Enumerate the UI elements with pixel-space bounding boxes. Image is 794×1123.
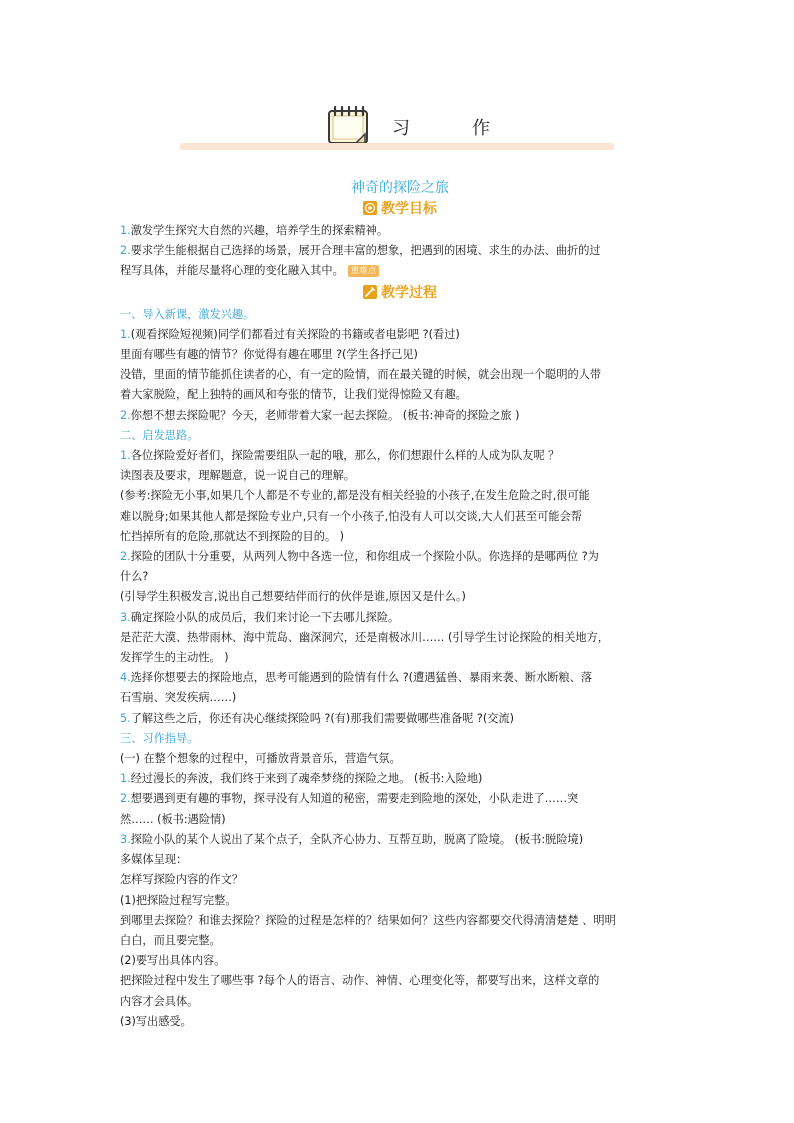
item-num: 2. bbox=[120, 408, 131, 422]
item-text: 选择你想要去的探险地点，思考可能遇到的险情有什么 ?(遭遇猛兽、暴雨来袭、断水断粮、落 bbox=[130, 671, 593, 685]
header-title: 习 作 bbox=[392, 118, 512, 139]
part2-title: 二、启发思路。 bbox=[120, 428, 199, 442]
item-text: (观看探险短视频)同学们都看过有关探险的书籍或者电影吧 ?(看过) bbox=[130, 327, 460, 341]
goals-heading-text: 教学目标 bbox=[381, 201, 437, 217]
part3-item-2 bbox=[120, 789, 680, 809]
text-line: 读图表及要求，理解题意，说一说自己的理解。 bbox=[120, 469, 355, 483]
item-text: 想要遇到更有趣的事物，探寻没有人知道的秘密，需要走到险地的深处，小队走进了……突 bbox=[130, 792, 579, 806]
text-line: 内容才会具体。 bbox=[120, 994, 199, 1008]
part3-item-1 bbox=[120, 769, 680, 789]
text-line: 怎样写探险内容的作文？ bbox=[120, 873, 244, 887]
part2-item-4 bbox=[120, 668, 680, 688]
notebook-icon bbox=[326, 106, 372, 146]
part1-item-1 bbox=[120, 325, 680, 345]
goal-num: 1. bbox=[120, 224, 131, 237]
text-line: 什么? bbox=[120, 570, 149, 584]
item-num: 1. bbox=[120, 449, 131, 463]
part1-item-2 bbox=[120, 406, 680, 426]
part2-item-3 bbox=[120, 608, 680, 628]
item-num: 1. bbox=[120, 772, 131, 786]
item-num: 3. bbox=[120, 832, 131, 846]
text-line: 没错，里面的情节能抓住读者的心，有一定的险情，而在最关键的时候，就会出现一个聪明的人带 bbox=[120, 368, 602, 382]
lesson-title: 神奇的探险之旅 bbox=[351, 180, 449, 196]
text-line: 发挥学生的主动性。 ) bbox=[120, 651, 229, 665]
key-point-badge: 重难点 bbox=[348, 265, 380, 277]
item-text: 了解这些之后，你还有决心继续探险吗 ?(有)那我们需要做哪些准备呢 ?(交流) bbox=[130, 711, 514, 725]
text-line: 难以脱身;如果其他人都是探险专业户,只有一个小孩子,怕没有人可以交谈,大人们甚至可能会帮 bbox=[120, 509, 582, 523]
item-text: 探险的团队十分重要，从两列人物中各选一位，和你组成一个探险小队。你选择的是哪两位 ?为 bbox=[130, 550, 599, 564]
text-line: 白白，而且要完整。 bbox=[120, 933, 221, 947]
text-line: (引导学生积极发言,说出自己想要结伴而行的伙伴是谁,原因又是什么。) bbox=[120, 590, 466, 604]
text-line: 里面有哪些有趣的情节？你觉得有趣在哪里 ?(学生各抒己见) bbox=[120, 348, 418, 362]
item-text: 经过漫长的奔波，我们终于来到了魂牵梦绕的探险之地。 (板书:入险地) bbox=[130, 772, 483, 786]
page bbox=[120, 100, 680, 1032]
item-text: 你想不想去探险呢？今天，老师带着大家一起去探险。 (板书:神奇的探险之旅 ) bbox=[130, 408, 520, 422]
part1-title: 一、导入新课，激发兴趣。 bbox=[120, 307, 255, 321]
text-line: (一) 在整个想象的过程中，可播放背景音乐，营造气氛。 bbox=[120, 752, 401, 766]
header bbox=[120, 100, 680, 160]
text-line: 然…… (板书:遇险情) bbox=[120, 812, 226, 826]
item-num: 2. bbox=[120, 550, 131, 564]
part2-item-2 bbox=[120, 547, 680, 567]
pen-icon bbox=[363, 285, 377, 299]
goal-text: 要求学生能根据自己选择的场景，展开合理丰富的想象，把遇到的困境、求生的办法、曲折的过 bbox=[130, 244, 601, 258]
goal-item-2 bbox=[120, 241, 680, 261]
text-line: 是茫茫大漠、热带雨林、海中荒岛、幽深洞穴，还是南极冰川…… (引导学生讨论探险的相关地方， bbox=[120, 630, 609, 644]
part2-item-1 bbox=[120, 446, 680, 466]
item-text: 确定探险小队的成员后，我们来讨论一下去哪儿探险。 bbox=[130, 610, 400, 624]
goal-num: 2. bbox=[120, 244, 131, 258]
text-line: 着大家脱险，配上独特的画风和夸张的情节，让我们觉得惊险又有趣。 bbox=[120, 388, 467, 402]
text-line: (3)写出感受。 bbox=[120, 1014, 192, 1028]
goal-item-2-cont bbox=[120, 261, 680, 281]
item-text: 探险小队的某个人说出了某个点子，全队齐心协力、互帮互助，脱离了险境。 (板书:脱险境) bbox=[130, 832, 584, 846]
target-icon bbox=[363, 201, 377, 215]
text-line: 把探险过程中发生了哪些事 ?每个人的语言、动作、神情、心理变化等，都要写出来，这样文章的 bbox=[120, 974, 600, 988]
part3-item-3 bbox=[120, 830, 680, 850]
item-num: 4. bbox=[120, 671, 131, 685]
text-line: 到哪里去探险？和谁去探险？探险的过程是怎样的？结果如何？这些内容都要交代得清清楚楚 、明明 bbox=[120, 913, 616, 927]
text-line: 忙挡掉所有的危险,那就达不到探险的目的。 ) bbox=[120, 529, 345, 543]
process-heading-text: 教学过程 bbox=[381, 284, 437, 301]
goal-item-1 bbox=[120, 221, 680, 241]
text-line: (参考:探险无小事,如果几个人都是不专业的,都是没有相关经验的小孩子,在发生危险之时,很可能 bbox=[120, 489, 590, 503]
text-line: (1)把探险过程写完整。 bbox=[120, 893, 237, 907]
goal-text: 程写具体，并能尽量将心理的变化融入其中。 bbox=[120, 264, 344, 278]
part3-title: 三、习作指导。 bbox=[120, 731, 199, 745]
item-text: 各位探险爱好者们，探险需要组队一起的哦，那么，你们想跟什么样的人成为队友呢 ？ bbox=[130, 449, 560, 463]
header-divider bbox=[180, 143, 614, 150]
text-line: 石雪崩、突发疾病……) bbox=[120, 691, 237, 705]
item-num: 5. bbox=[120, 711, 131, 725]
text-line: (2)要写出具体内容。 bbox=[120, 954, 226, 968]
part2-item-5 bbox=[120, 709, 680, 729]
goals-heading bbox=[120, 199, 680, 219]
item-num: 1. bbox=[120, 327, 131, 341]
item-num: 3. bbox=[120, 610, 131, 624]
text-line: 多媒体呈现： bbox=[120, 853, 188, 867]
process-heading bbox=[120, 283, 680, 303]
goal-text: 激发学生探究大自然的兴趣，培养学生的探索精神。 bbox=[130, 224, 389, 237]
item-num: 2. bbox=[120, 792, 131, 806]
